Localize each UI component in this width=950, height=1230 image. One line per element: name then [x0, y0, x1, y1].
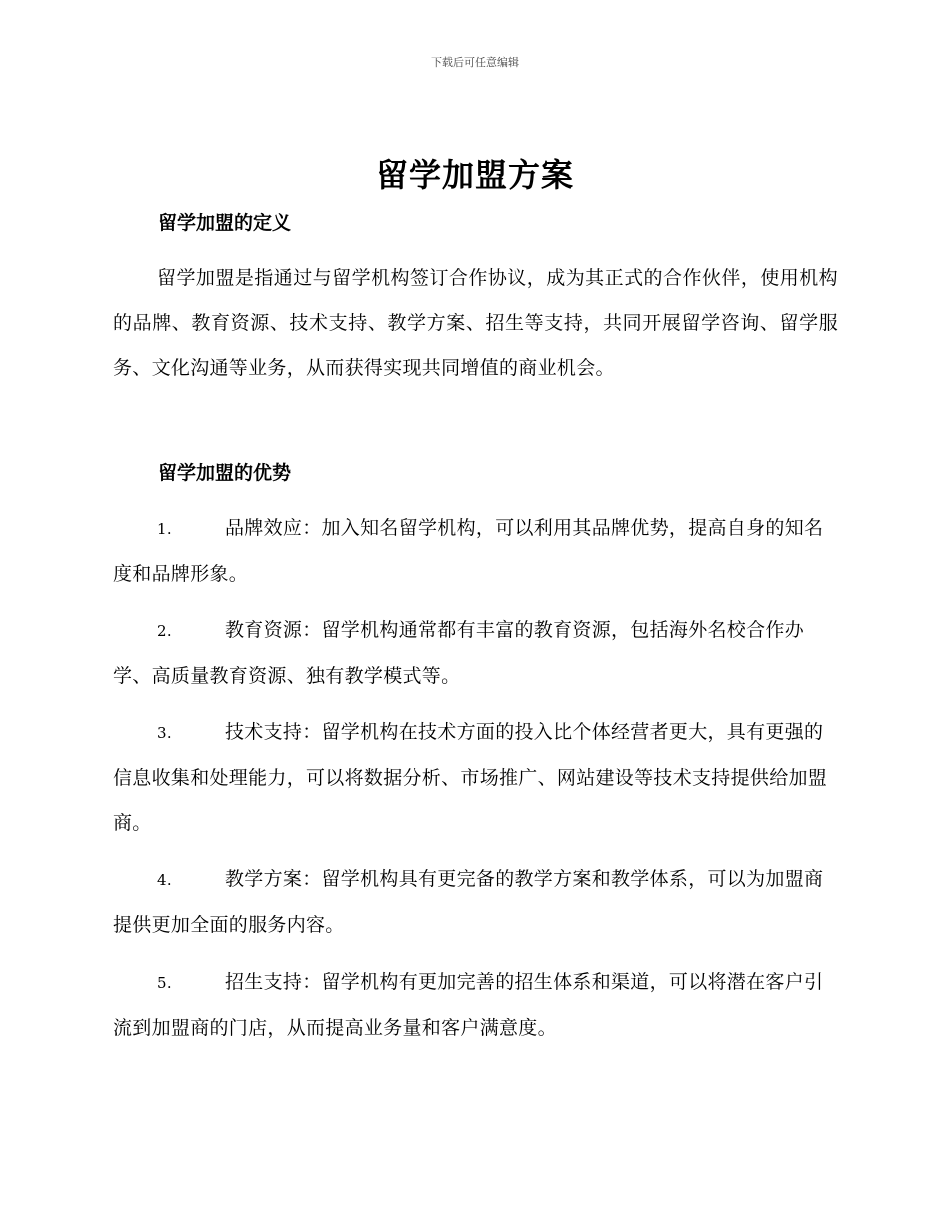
section-heading-advantages: 留学加盟的优势: [158, 462, 292, 484]
list-item-text: 技术支持：留学机构在技术方面的投入比个体经营者更大，具有更强的信息收集和处理能力，可以将数据分析、市场推广、网站建设等技术支持提供给加盟商。: [113, 721, 828, 834]
advantage-list-item: [113, 960, 838, 1051]
list-item-text: 教学方案：留学机构具有更完备的教学方案和教学体系，可以为加盟商提供更加全面的服务内容。: [113, 868, 824, 936]
list-item-number: 2.: [157, 622, 172, 640]
list-item-text: 教育资源：留学机构通常都有丰富的教育资源，包括海外名校合作办学、高质量教育资源、独有教学模式等。: [113, 619, 805, 687]
list-item-number: 1.: [157, 520, 172, 538]
definition-paragraph: 留学加盟是指通过与留学机构签订合作协议，成为其正式的合作伙伴，使用机构的品牌、教育资源、技术支持、教学方案、招生等支持，共同开展留学咨询、留学服务、文化沟通等业务，从而获得实现共同增值的商业机会。: [113, 267, 838, 379]
list-item-text: 品牌效应：加入知名留学机构，可以利用其品牌优势，提高自身的知名度和品牌形象。: [113, 517, 824, 585]
header-note: 下载后可任意编辑: [431, 56, 519, 69]
advantage-list-item: [113, 857, 838, 948]
list-item-number: 4.: [157, 871, 172, 889]
section-heading-definition: 留学加盟的定义: [158, 212, 292, 234]
list-item-number: 5.: [157, 974, 172, 992]
list-item-text: 招生支持：留学机构有更加完善的招生体系和渠道，可以将潜在客户引流到加盟商的门店，从而提高业务量和客户满意度。: [113, 971, 824, 1039]
advantage-list-item: [113, 506, 838, 597]
page-title: 留学加盟方案: [375, 156, 574, 194]
list-item-number: 3.: [157, 724, 172, 742]
advantage-list-item: [113, 608, 838, 699]
advantage-list-item: [113, 710, 838, 846]
